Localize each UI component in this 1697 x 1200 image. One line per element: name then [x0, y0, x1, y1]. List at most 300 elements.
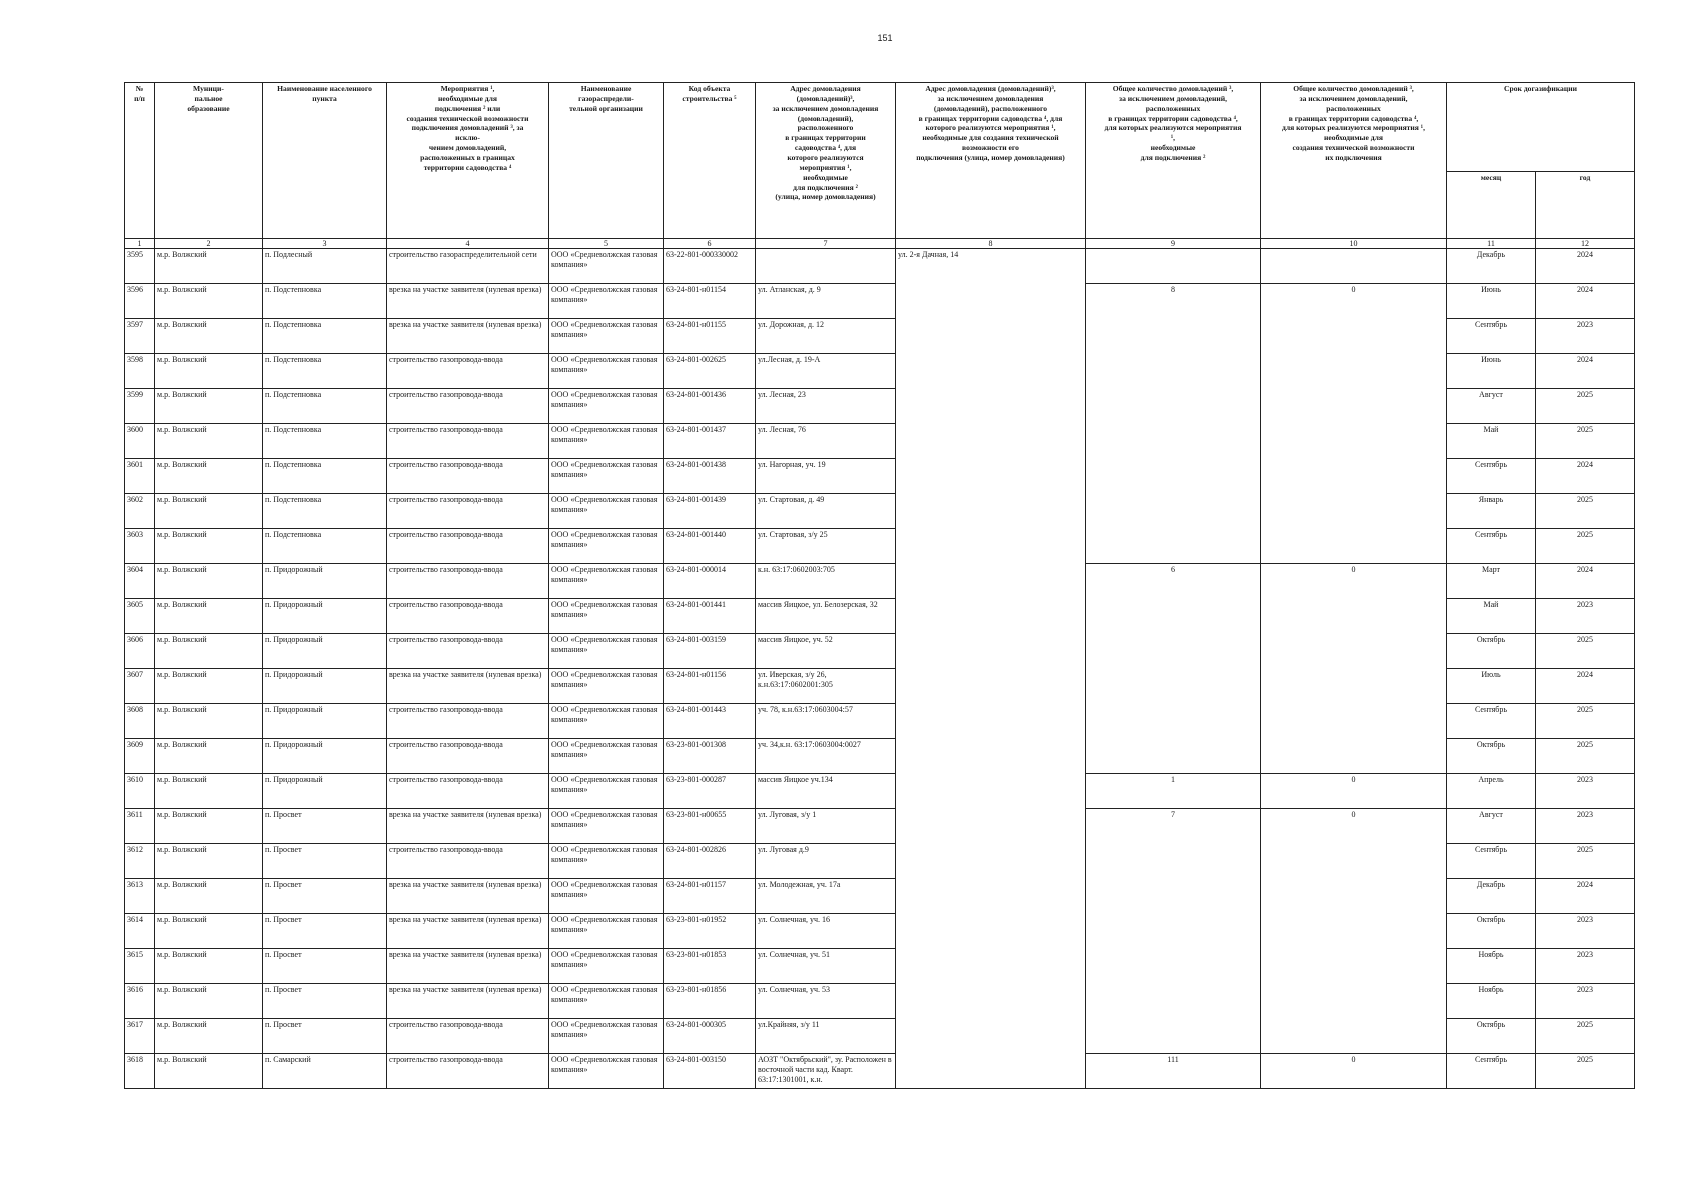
row-number-cell: 3610: [125, 774, 155, 809]
connection-address-cell: ул.Лесная, д. 19-А: [756, 354, 896, 389]
year-cell: 2025: [1536, 1054, 1635, 1089]
municipality-cell: м.р. Волжский: [155, 1019, 263, 1054]
year-cell: 2025: [1536, 704, 1635, 739]
measure-cell: врезка на участке заявителя (нулевая врезка): [387, 319, 549, 354]
capability-address-cell: [896, 354, 1086, 389]
connection-address-cell: АОЗТ "Октябрьский", зу. Расположен в восточной части кад. Кварт. 63:17:1301001, к.н.: [756, 1054, 896, 1089]
header-gas-organization-text: Наименование газораспредели- тельной организации: [569, 84, 643, 113]
capability-count-cell: [1261, 249, 1447, 284]
month-cell: Сентябрь: [1447, 459, 1536, 494]
month-cell: Апрель: [1447, 774, 1536, 809]
connection-count-cell: 111: [1086, 1054, 1261, 1089]
connection-address-cell: ул. Солнечная, уч. 16: [756, 914, 896, 949]
header-municipality: [155, 83, 263, 239]
gas-organization-cell: ООО «Средневолжская газовая компания»: [549, 389, 664, 424]
capability-address-cell: [896, 984, 1086, 1019]
municipality-cell: м.р. Волжский: [155, 704, 263, 739]
capability-address-cell: [896, 599, 1086, 634]
connection-address-cell: массив Яицкое уч.134: [756, 774, 896, 809]
municipality-cell: м.р. Волжский: [155, 844, 263, 879]
month-cell: Январь: [1447, 494, 1536, 529]
measure-cell: строительство газораспределительной сети: [387, 249, 549, 284]
header-object-code-text: Код объекта строительства ⁵: [682, 84, 737, 103]
connection-address-cell: ул. Иверская, з/у 26, к.н.63:17:0602001:305: [756, 669, 896, 704]
settlement-cell: п. Придорожный: [263, 564, 387, 599]
column-number: 6: [664, 239, 756, 249]
gas-organization-cell: ООО «Средневолжская газовая компания»: [549, 599, 664, 634]
gas-organization-cell: ООО «Средневолжская газовая компания»: [549, 949, 664, 984]
year-cell: 2025: [1536, 844, 1635, 879]
capability-address-cell: [896, 284, 1086, 319]
row-number-cell: 3614: [125, 914, 155, 949]
year-cell: 2024: [1536, 879, 1635, 914]
municipality-cell: м.р. Волжский: [155, 879, 263, 914]
settlement-cell: п. Подстепновка: [263, 529, 387, 564]
capability-address-cell: [896, 319, 1086, 354]
year-cell: 2024: [1536, 249, 1635, 284]
header-count-connection: [1086, 83, 1261, 239]
connection-address-cell: ул. Солнечная, уч. 51: [756, 949, 896, 984]
capability-address-cell: [896, 459, 1086, 494]
connection-count-cell: 7: [1086, 809, 1261, 1054]
row-number-cell: 3615: [125, 949, 155, 984]
municipality-cell: м.р. Волжский: [155, 914, 263, 949]
municipality-cell: м.р. Волжский: [155, 564, 263, 599]
column-number: 7: [756, 239, 896, 249]
settlement-cell: п. Придорожный: [263, 704, 387, 739]
row-number-cell: 3604: [125, 564, 155, 599]
column-number: 1: [125, 239, 155, 249]
row-number-cell: 3599: [125, 389, 155, 424]
settlement-cell: п. Придорожный: [263, 634, 387, 669]
header-row-number-text: № п/п: [134, 84, 145, 103]
measure-cell: строительство газопровода-ввода: [387, 704, 549, 739]
connection-address-cell: ул. Луговая д.9: [756, 844, 896, 879]
measure-cell: врезка на участке заявителя (нулевая врезка): [387, 669, 549, 704]
capability-address-cell: [896, 389, 1086, 424]
row-number-cell: 3602: [125, 494, 155, 529]
gas-organization-cell: ООО «Средневолжская газовая компания»: [549, 634, 664, 669]
measure-cell: строительство газопровода-ввода: [387, 634, 549, 669]
gas-organization-cell: ООО «Средневолжская газовая компания»: [549, 459, 664, 494]
object-code-cell: 63-24-801-001439: [664, 494, 756, 529]
column-number: 5: [549, 239, 664, 249]
settlement-cell: п. Подлесный: [263, 249, 387, 284]
capability-address-cell: [896, 879, 1086, 914]
object-code-cell: 63-24-801-002625: [664, 354, 756, 389]
object-code-cell: 63-24-801-001443: [664, 704, 756, 739]
year-cell: 2025: [1536, 739, 1635, 774]
object-code-cell: 63-24-801-001441: [664, 599, 756, 634]
gas-organization-cell: ООО «Средневолжская газовая компания»: [549, 774, 664, 809]
gas-organization-cell: ООО «Средневолжская газовая компания»: [549, 984, 664, 1019]
measure-cell: строительство газопровода-ввода: [387, 564, 549, 599]
object-code-cell: 63-24-801-н01155: [664, 319, 756, 354]
row-number-cell: 3618: [125, 1054, 155, 1089]
capability-address-cell: [896, 704, 1086, 739]
measure-cell: строительство газопровода-ввода: [387, 389, 549, 424]
row-number-cell: 3605: [125, 599, 155, 634]
settlement-cell: п. Подстепновка: [263, 424, 387, 459]
connection-address-cell: уч. 34,к.н. 63:17:0603004:0027: [756, 739, 896, 774]
settlement-cell: п. Придорожный: [263, 599, 387, 634]
row-number-cell: 3607: [125, 669, 155, 704]
measure-cell: врезка на участке заявителя (нулевая врезка): [387, 284, 549, 319]
connection-address-cell: ул. Стартовая, д. 49: [756, 494, 896, 529]
settlement-cell: п. Подстепновка: [263, 319, 387, 354]
month-cell: Октябрь: [1447, 739, 1536, 774]
header-address-capability: [896, 83, 1086, 239]
connection-address-cell: ул. Дорожная, д. 12: [756, 319, 896, 354]
month-cell: Май: [1447, 424, 1536, 459]
settlement-cell: п. Просвет: [263, 914, 387, 949]
month-cell: Октябрь: [1447, 634, 1536, 669]
month-cell: Ноябрь: [1447, 949, 1536, 984]
row-number-cell: 3608: [125, 704, 155, 739]
settlement-cell: п. Подстепновка: [263, 494, 387, 529]
row-number-cell: 3616: [125, 984, 155, 1019]
gas-organization-cell: ООО «Средневолжская газовая компания»: [549, 1019, 664, 1054]
capability-address-cell: [896, 424, 1086, 459]
row-number-cell: 3617: [125, 1019, 155, 1054]
capability-address-cell: [896, 1054, 1086, 1089]
measure-cell: строительство газопровода-ввода: [387, 424, 549, 459]
month-cell: Сентябрь: [1447, 319, 1536, 354]
header-row-number: [125, 83, 155, 239]
month-cell: Июнь: [1447, 354, 1536, 389]
measure-cell: строительство газопровода-ввода: [387, 1054, 549, 1089]
measure-cell: строительство газопровода-ввода: [387, 774, 549, 809]
year-cell: 2024: [1536, 669, 1635, 704]
month-cell: Август: [1447, 389, 1536, 424]
connection-count-cell: 1: [1086, 774, 1261, 809]
object-code-cell: 63-24-801-001440: [664, 529, 756, 564]
year-cell: 2024: [1536, 284, 1635, 319]
capability-count-cell: 0: [1261, 809, 1447, 1054]
gas-organization-cell: ООО «Средневолжская газовая компания»: [549, 354, 664, 389]
table-row: [125, 249, 1635, 284]
connection-address-cell: ул. Лесная, 23: [756, 389, 896, 424]
header-year-text: год: [1579, 173, 1591, 182]
object-code-cell: 63-23-801-н00655: [664, 809, 756, 844]
object-code-cell: 63-24-801-001437: [664, 424, 756, 459]
settlement-cell: п. Просвет: [263, 809, 387, 844]
measure-cell: строительство газопровода-ввода: [387, 1019, 549, 1054]
municipality-cell: м.р. Волжский: [155, 529, 263, 564]
measure-cell: строительство газопровода-ввода: [387, 354, 549, 389]
row-number-cell: 3601: [125, 459, 155, 494]
object-code-cell: 63-23-801-н01952: [664, 914, 756, 949]
connection-address-cell: ул. Нагорная, уч. 19: [756, 459, 896, 494]
capability-count-cell: 0: [1261, 564, 1447, 774]
table-row: [125, 564, 1635, 599]
header-measures: [387, 83, 549, 239]
row-number-cell: 3609: [125, 739, 155, 774]
header-count-capability-text: Общее количество домовладений ³, за исключением домовладений, расположенных в границах территории садоводства ⁴, для которых реализуются мероприятия ¹, необходимые для создания технической возможности их подключения: [1282, 84, 1425, 163]
column-number-row: [125, 239, 1635, 249]
connection-count-cell: 8: [1086, 284, 1261, 564]
capability-address-cell: [896, 914, 1086, 949]
column-number: 11: [1447, 239, 1536, 249]
settlement-cell: п. Подстепновка: [263, 354, 387, 389]
capability-address-cell: [896, 949, 1086, 984]
municipality-cell: м.р. Волжский: [155, 809, 263, 844]
month-cell: Март: [1447, 564, 1536, 599]
measure-cell: врезка на участке заявителя (нулевая врезка): [387, 949, 549, 984]
measure-cell: врезка на участке заявителя (нулевая врезка): [387, 809, 549, 844]
year-cell: 2025: [1536, 389, 1635, 424]
connection-address-cell: ул. Луговая, з/у 1: [756, 809, 896, 844]
settlement-cell: п. Просвет: [263, 879, 387, 914]
connection-address-cell: массив Яицкое, уч. 52: [756, 634, 896, 669]
gas-organization-cell: ООО «Средневолжская газовая компания»: [549, 914, 664, 949]
row-number-cell: 3612: [125, 844, 155, 879]
municipality-cell: м.р. Волжский: [155, 494, 263, 529]
gas-organization-cell: ООО «Средневолжская газовая компания»: [549, 669, 664, 704]
connection-address-cell: к.н. 63:17:0602003:705: [756, 564, 896, 599]
measure-cell: строительство газопровода-ввода: [387, 599, 549, 634]
table-row: [125, 284, 1635, 319]
capability-address-cell: [896, 774, 1086, 809]
month-cell: Май: [1447, 599, 1536, 634]
row-number-cell: 3611: [125, 809, 155, 844]
month-cell: Сентябрь: [1447, 1054, 1536, 1089]
capability-count-cell: 0: [1261, 1054, 1447, 1089]
capability-address-cell: [896, 739, 1086, 774]
measure-cell: врезка на участке заявителя (нулевая врезка): [387, 914, 549, 949]
municipality-cell: м.р. Волжский: [155, 949, 263, 984]
year-cell: 2023: [1536, 809, 1635, 844]
header-settlement: [263, 83, 387, 239]
year-cell: 2023: [1536, 774, 1635, 809]
measure-cell: строительство газопровода-ввода: [387, 494, 549, 529]
gas-organization-cell: ООО «Средневолжская газовая компания»: [549, 704, 664, 739]
measure-cell: врезка на участке заявителя (нулевая врезка): [387, 984, 549, 1019]
month-cell: Сентябрь: [1447, 844, 1536, 879]
settlement-cell: п. Придорожный: [263, 739, 387, 774]
municipality-cell: м.р. Волжский: [155, 669, 263, 704]
connection-address-cell: уч. 78, к.н.63:17:0603004:57: [756, 704, 896, 739]
gas-organization-cell: ООО «Средневолжская газовая компания»: [549, 494, 664, 529]
object-code-cell: 63-24-801-н01154: [664, 284, 756, 319]
settlement-cell: п. Придорожный: [263, 669, 387, 704]
year-cell: 2025: [1536, 424, 1635, 459]
measure-cell: врезка на участке заявителя (нулевая врезка): [387, 879, 549, 914]
table-row: [125, 774, 1635, 809]
gas-organization-cell: ООО «Средневолжская газовая компания»: [549, 284, 664, 319]
object-code-cell: 63-24-801-000014: [664, 564, 756, 599]
gas-organization-cell: ООО «Средневолжская газовая компания»: [549, 809, 664, 844]
connection-address-cell: ул. Лесная, 76: [756, 424, 896, 459]
municipality-cell: м.р. Волжский: [155, 319, 263, 354]
header-settlement-text: Наименование населенного пункта: [277, 84, 372, 103]
header-year: [1536, 172, 1635, 239]
settlement-cell: п. Подстепновка: [263, 389, 387, 424]
year-cell: 2025: [1536, 529, 1635, 564]
month-cell: Декабрь: [1447, 249, 1536, 284]
capability-address-cell: [896, 529, 1086, 564]
header-object-code: [664, 83, 756, 239]
municipality-cell: м.р. Волжский: [155, 1054, 263, 1089]
connection-address-cell: [756, 249, 896, 284]
settlement-cell: п. Просвет: [263, 844, 387, 879]
municipality-cell: м.р. Волжский: [155, 634, 263, 669]
object-code-cell: 63-23-801-001308: [664, 739, 756, 774]
gas-organization-cell: ООО «Средневолжская газовая компания»: [549, 1054, 664, 1089]
header-gas-organization: [549, 83, 664, 239]
year-cell: 2024: [1536, 564, 1635, 599]
object-code-cell: 63-24-801-002826: [664, 844, 756, 879]
header-count-capability: [1261, 83, 1447, 239]
municipality-cell: м.р. Волжский: [155, 599, 263, 634]
header-measures-text: Мероприятия ¹, необходимые для подключения ² или создания технической возможности подключения домовладений ³, за исклю- чением домовладений, расположенных в границах территории садоводства ⁴: [406, 84, 529, 172]
month-cell: Ноябрь: [1447, 984, 1536, 1019]
year-cell: 2024: [1536, 459, 1635, 494]
measure-cell: строительство газопровода-ввода: [387, 529, 549, 564]
object-code-cell: 63-24-801-н01156: [664, 669, 756, 704]
year-cell: 2023: [1536, 984, 1635, 1019]
gas-organization-cell: ООО «Средневолжская газовая компания»: [549, 424, 664, 459]
year-cell: 2023: [1536, 949, 1635, 984]
gas-organization-cell: ООО «Средневолжская газовая компания»: [549, 249, 664, 284]
connection-count-cell: [1086, 249, 1261, 284]
object-code-cell: 63-24-801-001438: [664, 459, 756, 494]
year-cell: 2025: [1536, 494, 1635, 529]
gasification-register-table: [124, 82, 1635, 1089]
municipality-cell: м.р. Волжский: [155, 389, 263, 424]
header-month-text: месяц: [1480, 173, 1502, 182]
object-code-cell: 63-23-801-000287: [664, 774, 756, 809]
connection-count-cell: 6: [1086, 564, 1261, 774]
settlement-cell: п. Подстепновка: [263, 284, 387, 319]
capability-count-cell: 0: [1261, 284, 1447, 564]
header-month: [1447, 172, 1536, 239]
month-cell: Октябрь: [1447, 1019, 1536, 1054]
year-cell: 2023: [1536, 319, 1635, 354]
object-code-cell: 63-24-801-н01157: [664, 879, 756, 914]
month-cell: Сентябрь: [1447, 704, 1536, 739]
header-address-connection: [756, 83, 896, 239]
connection-address-cell: ул. Молодежная, уч. 17а: [756, 879, 896, 914]
object-code-cell: 63-24-801-003159: [664, 634, 756, 669]
row-number-cell: 3595: [125, 249, 155, 284]
column-number: 3: [263, 239, 387, 249]
municipality-cell: м.р. Волжский: [155, 354, 263, 389]
column-number: 9: [1086, 239, 1261, 249]
connection-address-cell: ул. Стартовая, з/у 25: [756, 529, 896, 564]
gas-organization-cell: ООО «Средневолжская газовая компания»: [549, 529, 664, 564]
column-number: 2: [155, 239, 263, 249]
row-number-cell: 3606: [125, 634, 155, 669]
capability-count-cell: 0: [1261, 774, 1447, 809]
capability-address-cell: [896, 634, 1086, 669]
capability-address-cell: [896, 564, 1086, 599]
object-code-cell: 63-23-801-н01856: [664, 984, 756, 1019]
month-cell: Июль: [1447, 669, 1536, 704]
row-number-cell: 3596: [125, 284, 155, 319]
object-code-cell: 63-23-801-н01853: [664, 949, 756, 984]
object-code-cell: 63-24-801-001436: [664, 389, 756, 424]
municipality-cell: м.р. Волжский: [155, 284, 263, 319]
header-address-capability-text: Адрес домовладения (домовладений)³, за исключением домовладения (домовладений), расположенного в границах территории садоводства ⁴, для которого реализуются мероприятия ¹, необходимые для создания технической возможности его подключения (улица, номер домовладения): [916, 84, 1065, 163]
capability-address-cell: [896, 1019, 1086, 1054]
gas-organization-cell: ООО «Средневолжская газовая компания»: [549, 844, 664, 879]
column-number: 8: [896, 239, 1086, 249]
gas-organization-cell: ООО «Средневолжская газовая компания»: [549, 564, 664, 599]
row-number-cell: 3598: [125, 354, 155, 389]
municipality-cell: м.р. Волжский: [155, 774, 263, 809]
month-cell: Июнь: [1447, 284, 1536, 319]
year-cell: 2025: [1536, 1019, 1635, 1054]
object-code-cell: 63-24-801-000305: [664, 1019, 756, 1054]
object-code-cell: 63-24-801-003150: [664, 1054, 756, 1089]
municipality-cell: м.р. Волжский: [155, 459, 263, 494]
header-address-connection-text: Адрес домовладения (домовладений)³, за исключением домовладения (домовладений), расположенного в границах территории садоводства ⁴, для которого реализуются мероприятия ¹, необходимые для подключения ² (улица, номер домовладения): [772, 84, 879, 202]
year-cell: 2023: [1536, 599, 1635, 634]
connection-address-cell: ул.Крайняя, з/у 11: [756, 1019, 896, 1054]
capability-address-cell: [896, 844, 1086, 879]
capability-address-cell: [896, 494, 1086, 529]
header-municipality-text: Муници- пальное образование: [187, 84, 230, 113]
table-row: [125, 1054, 1635, 1089]
year-cell: 2024: [1536, 354, 1635, 389]
settlement-cell: п. Просвет: [263, 984, 387, 1019]
year-cell: 2023: [1536, 914, 1635, 949]
month-cell: Декабрь: [1447, 879, 1536, 914]
capability-address-cell: [896, 809, 1086, 844]
connection-address-cell: ул. Солнечная, уч. 53: [756, 984, 896, 1019]
capability-address-cell: ул. 2-я Дачная, 14: [896, 249, 1086, 284]
connection-address-cell: ул. Атланская, д. 9: [756, 284, 896, 319]
month-cell: Сентябрь: [1447, 529, 1536, 564]
municipality-cell: м.р. Волжский: [155, 739, 263, 774]
row-number-cell: 3597: [125, 319, 155, 354]
header-deadline-text: Срок догазификации: [1504, 84, 1577, 93]
table-row: [125, 809, 1635, 844]
row-number-cell: 3600: [125, 424, 155, 459]
column-number: 4: [387, 239, 549, 249]
row-number-cell: 3613: [125, 879, 155, 914]
column-number: 10: [1261, 239, 1447, 249]
settlement-cell: п. Просвет: [263, 949, 387, 984]
capability-address-cell: [896, 669, 1086, 704]
table-body: [125, 249, 1635, 1089]
measure-cell: строительство газопровода-ввода: [387, 459, 549, 494]
month-cell: Август: [1447, 809, 1536, 844]
column-number: 12: [1536, 239, 1635, 249]
header-deadline: [1447, 83, 1635, 172]
row-number-cell: 3603: [125, 529, 155, 564]
municipality-cell: м.р. Волжский: [155, 424, 263, 459]
measure-cell: строительство газопровода-ввода: [387, 739, 549, 774]
settlement-cell: п. Самарский: [263, 1054, 387, 1089]
municipality-cell: м.р. Волжский: [155, 249, 263, 284]
settlement-cell: п. Подстепновка: [263, 459, 387, 494]
gas-organization-cell: ООО «Средневолжская газовая компания»: [549, 319, 664, 354]
connection-address-cell: массив Яицкое, ул. Белозерская, 32: [756, 599, 896, 634]
settlement-cell: п. Придорожный: [263, 774, 387, 809]
header-count-connection-text: Общее количество домовладений ³, за исключением домовладений, расположенных в границах территории садоводства ⁴, для которых реализуются мероприятия ¹, необходимые для подключения ²: [1104, 84, 1242, 163]
year-cell: 2025: [1536, 634, 1635, 669]
month-cell: Октябрь: [1447, 914, 1536, 949]
gas-organization-cell: ООО «Средневолжская газовая компания»: [549, 879, 664, 914]
page-number: 151: [877, 33, 893, 43]
municipality-cell: м.р. Волжский: [155, 984, 263, 1019]
measure-cell: строительство газопровода-ввода: [387, 844, 549, 879]
settlement-cell: п. Просвет: [263, 1019, 387, 1054]
object-code-cell: 63-22-801-000330002: [664, 249, 756, 284]
gas-organization-cell: ООО «Средневолжская газовая компания»: [549, 739, 664, 774]
